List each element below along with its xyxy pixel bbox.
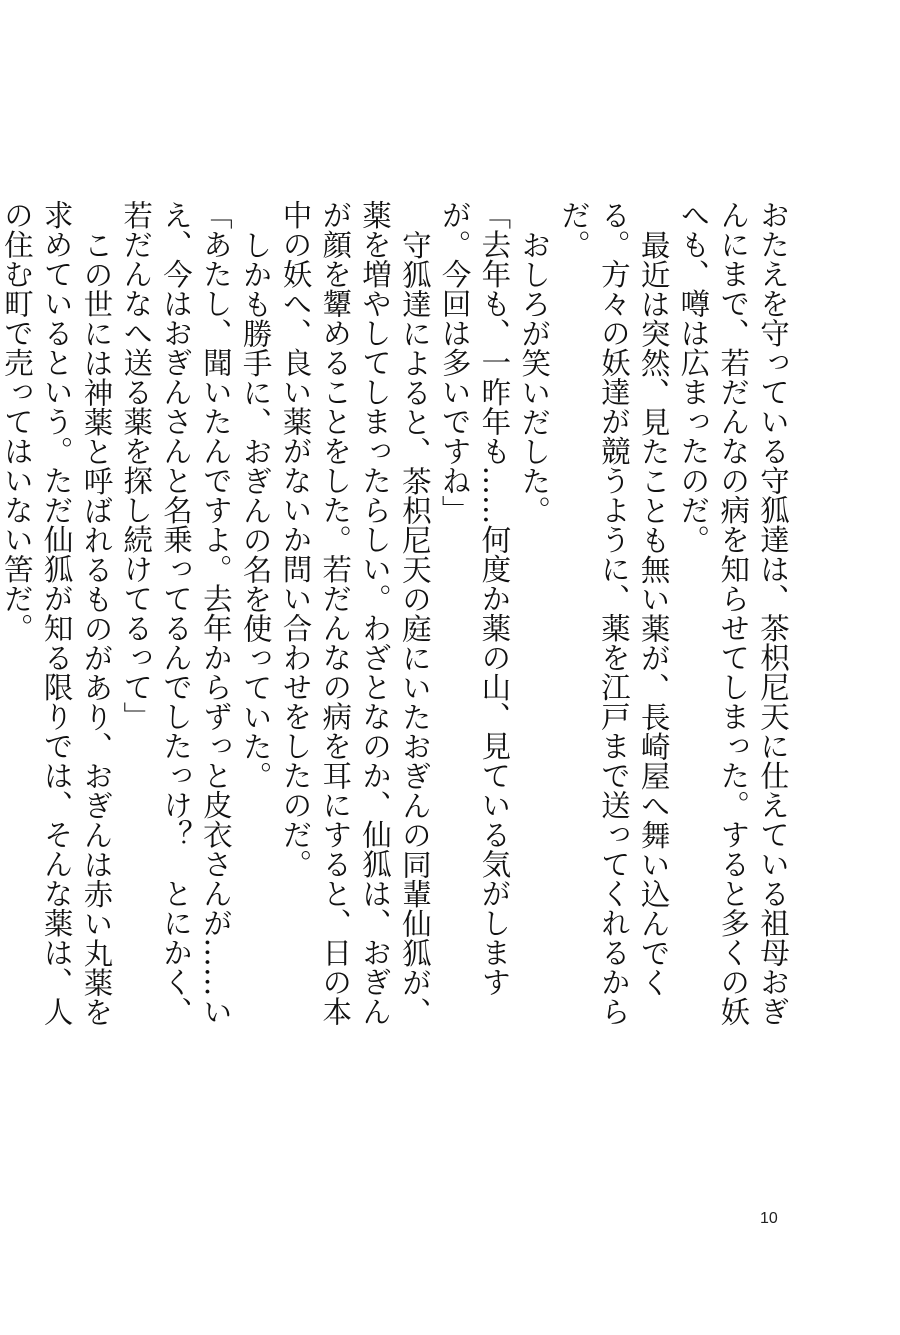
paragraph: 「去年も、一昨年も……何度か薬の山、見ている気がしますが。今回は多いですね」 [437,200,512,997]
paragraph: しかも勝手に、おぎんの名を使っていた。 [238,229,273,790]
paragraph: 最近は突然、見たことも無い薬が、長崎屋へ舞い込んでくる。方々の妖達が競うように、薬を江戸まで送ってくれるからだ。 [557,200,671,1026]
vertical-text-body [0,200,792,1050]
paragraph: 守狐達によると、茶枳尼天の庭にいたおぎんの同輩仙狐が、薬を増やしてしまったらしい。わざとなのか、仙狐は、おぎんが顔を顰めることをした。若だんなの病を耳にすると、日の本中の妖へ、良い薬がないか問い合わせをしたのだ。 [278,200,432,1026]
paragraph: 「あたし、聞いたんですよ。去年からずっと皮衣さんが……いえ、今はおぎんさんと名乗ってるんでしたっけ？ とにかく、若だんなへ送る薬を探し続けてるって」 [119,200,233,1026]
paragraph: この世には神薬と呼ばれるものがあり、おぎんは赤い丸薬を求めているという。ただ仙狐が知る限りでは、そんな薬は、人の住む町で売ってはいない筈だ。 [0,200,114,1026]
paragraph: おしろが笑いだした。 [517,229,552,525]
page-number: 10 [760,1210,778,1227]
paragraph: おたえを守っている守狐達は、茶枳尼天に仕えている祖母おぎんにまで、若だんなの病を知らせてしまった。すると多くの妖へも、噂は広まったのだ。 [676,200,790,1026]
